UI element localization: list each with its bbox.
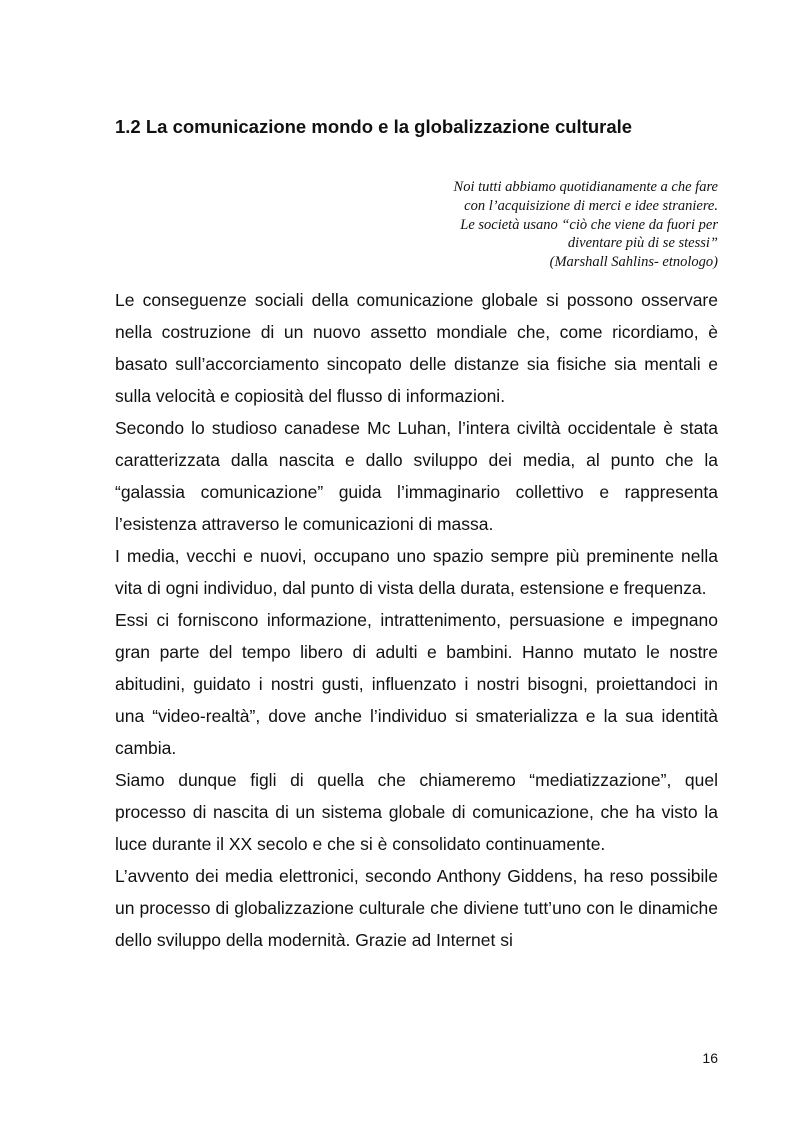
paragraph: L’avvento dei media elettronici, secondo Anthony Giddens, ha reso possibile un processo di globalizzazione culturale che diviene tutt’uno con le dinamiche dello sviluppo della modernità. Grazie ad Internet si	[115, 866, 718, 950]
epigraph-line: Noi tutti abbiamo quotidianamente a che fare	[453, 179, 718, 195]
epigraph-attribution: (Marshall Sahlins- etnologo)	[549, 254, 718, 271]
body-text	[115, 284, 718, 956]
paragraph: Secondo lo studioso canadese Mc Luhan, l’intera civiltà occidentale è stata caratterizzata dalla nascita e dallo sviluppo dei media, al punto che la “galassia comunicazione” guida l’immaginario collettivo e rappresenta l’esistenza attraverso le comunicazioni di massa.	[115, 418, 718, 534]
paragraph: Le conseguenze sociali della comunicazione globale si possono osservare nella costruzione di un nuovo assetto mondiale che, come ricordiamo, è basato sull’accorciamento sincopato delle distanze sia fisiche sia mentali e sulla velocità e copiosità del flusso di informazioni.	[115, 290, 718, 406]
epigraph-line: Le società usano “ciò che viene da fuori per	[460, 216, 718, 233]
paragraph: Siamo dunque figli di quella che chiameremo “mediatizzazione”, quel processo di nascita di un sistema globale di comunicazione, che ha visto la luce durante il XX secolo e che si è consolidato continuamente.	[115, 770, 718, 854]
epigraph-quote	[390, 178, 718, 272]
section-heading: 1.2 La comunicazione mondo e la globalizzazione culturale	[115, 116, 633, 137]
paragraph: Essi ci forniscono informazione, intrattenimento, persuasione e impegnano gran parte del tempo libero di adulti e bambini. Hanno mutato le nostre abitudini, guidato i nostri gusti, influenzato i nostri bisogni, proiettandoci in una “video-realtà”, dove anche l’individuo si smaterializza e la sua identità cambia.	[115, 610, 718, 758]
page-number: 16	[702, 1050, 718, 1066]
paragraph: I media, vecchi e nuovi, occupano uno spazio sempre più preminente nella vita di ogni individuo, dal punto di vista della durata, estensione e frequenza.	[115, 546, 718, 598]
epigraph-line: con l’acquisizione di merci e idee straniere.	[464, 197, 718, 214]
epigraph-line: diventare più di se stessi”	[567, 235, 718, 252]
